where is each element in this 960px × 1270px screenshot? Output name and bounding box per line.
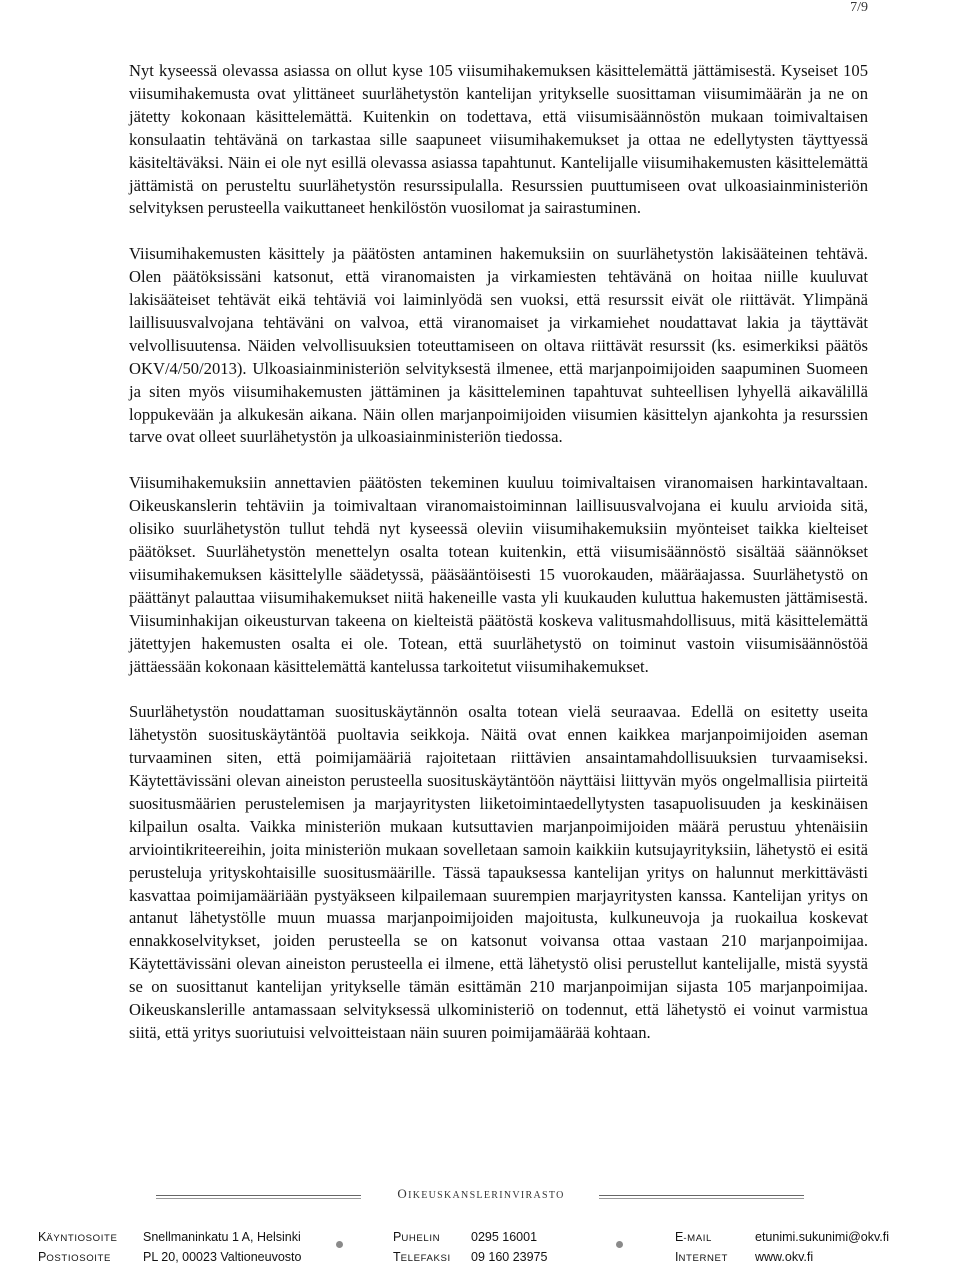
- footer-label: KÄYNTIOSOITE: [38, 1230, 118, 1244]
- footer-value: 09 160 23975: [471, 1250, 548, 1264]
- footer-value: PL 20, 00023 Valtioneuvosto: [143, 1250, 302, 1264]
- logo-text: OIKEUSKANSLERINVIRASTO: [397, 1186, 565, 1201]
- paragraph: Viisumihakemuksiin annettavien päätösten tekeminen kuuluu toimivaltaisen viranomaisen harkintavaltaan. Oikeuskanslerin tehtäviin ja toimivaltaan viranomaistoiminnan laillisuusvalvojana ei kuulu arvioida sitä, olisiko suurlähetystön tullut tehdä nyt kyseessä oleviin viisumihakemuksiin myönteiset taikka kielteiset päätökset. Suurlähetystön menettelyn osalta totean kuitenkin, että viisumisäännöstö sisältää säännökset viisumihakemuksen käsittelylle säädetyssä, pääsääntöisesti 15 vuorokauden, määräajassa. Suurlähetystö on päättänyt palauttaa viisumihakemukset niitä hakeneille vasta yli kuukauden kuluttua hakemusten jättämisestä. Viisuminhakijan oikeusturvan takeena on kielteistä päätöstä koskeva valitusmahdollisuus, mitä käsittelemättä jätettyjen hakemusten osalta ei ole. Totean, että suurlähetystö on toiminut vastoin viisumisäännöstöä jättäessään kokonaan käsittelemättä kantelussa tarkoitetut viisumihakemukset.: [129, 473, 868, 676]
- logo-rule-right: [599, 1195, 804, 1196]
- footer-row-visit: [38, 1230, 918, 1250]
- footer-value: 0295 16001: [471, 1230, 538, 1244]
- footer-label: POSTIOSOITE: [38, 1250, 111, 1264]
- footer-value: Snellmaninkatu 1 A, Helsinki: [143, 1230, 301, 1244]
- footer-label: TELEFAKSI: [393, 1250, 451, 1264]
- footer-label: E-MAIL: [675, 1230, 712, 1244]
- footer-contact-info: [38, 1230, 918, 1270]
- email-link[interactable]: etunimi.sukunimi@okv.fi: [755, 1230, 890, 1244]
- footer-label: INTERNET: [675, 1250, 728, 1264]
- paragraph: Suurlähetystön noudattaman suosituskäytännön osalta totean vielä seuraavaa. Edellä on esitetty useita lähetystön suosituskäytäntöä puoltavia seikkoja. Näitä ovat ennen kaikkea marjanpoimijoiden aseman turvaaminen siten, että poimijamääriä rajoitetaan riittävien ansaintamahdollisuuksien turvaamiseksi. Käytettävissäni olevan aineiston perusteella suosituskäytäntöön näyttäisi liittyvän myös ongelmallisia piirteitä suositusmäärien perustelemisen ja marjayritysten liiketoimintaedellytysten tasapuolisuuden ja keskinäisen kilpailun osalta. Vaikka ministeriön mukaan kutsuttavien marjanpoimijoiden määrä perustuu yhtenäisiin arviointikriteereihin, joita ministeriön mukaan sovelletaan samoin kaikkiin kutsujayrityksiin, lähetystö ei esitä perusteluja yrityskohtaisille suositusmäärille. Tässä tapauksessa kantelijan yritys on halunnut merkittävästi kasvattaa poimijamääriään pystyäkseen kilpailemaan suurempien marjayritysten kanssa. Kantelijan yritys on antanut lähetystölle muun muassa marjanpoimijoiden majoitusta, kulkuneuvoja ja ruokailua koskevat ennakkoselvitykset, joiden perusteella se on katsonut voivansa ottaa vastaan 210 marjanpoimijaa. Käytettävissäni olevan aineiston perusteella ei ilmene, että lähetystö olisi perustellut kantelijalle, mistä syystä se on suosittanut kantelijan yritykselle tämän esittämän 210 marjanpoimijan sijasta 105 marjanpoimijaa. Oikeuskanslerille antamassaan selvityksessä ulkoministeriö on todennut, että lähetystö ei voinut varmistua siitä, että yritys suoriutuisi velvoitteistaan näin suuren poimijamäärää kohtaan.: [129, 702, 868, 1043]
- footer-row-postal: [38, 1250, 918, 1270]
- page-number: 7/9: [850, 0, 868, 15]
- paragraph: Nyt kyseessä olevassa asiassa on ollut kyse 105 viisumihakemuksen käsittelemättä jättämisestä. Kyseiset 105 viisumihakemusta ovat ylittäneet suurlähetystön kantelijan yritykselle suosittaman viisumimäärän ja ne on jätetty kokonaan käsittelemättä. Kuitenkin on todettava, että viisumisäännöstön mukaan toimivaltaisen konsulaatin tehtävänä on tarkastaa sille saapuneet viisumihakemukset ja ottaa ne edellytysten täyttyessä käsiteltäväksi. Näin ei ole nyt esillä olevassa asiassa tapahtunut. Kantelijalle viisumihakemusten käsittelemättä jättämistä on perusteltu suurlähetystön resurssipulalla. Resurssien puuttumiseen ovat ulkoasiainministeriön selvityksen perusteella vaikuttaneet henkilöstön vuosilomat ja sairastuminen.: [129, 61, 868, 218]
- paragraph: Viisumihakemusten käsittely ja päätösten antaminen hakemuksiin on suurlähetystön lakisääteinen tehtävä. Olen päätöksissäni katsonut, että viranomaisten ja virkamiesten tehtävänä on hoitaa niille kuuluvat lakisääteiset tehtävät eikä tehtäviä voi laiminlyödä sen vuoksi, että resurssit eivät ole riittävät. Ylimpänä laillisuusvalvojana tehtäväni on valvoa, että viranomaiset ja virkamiehet noudattavat lakia ja täyttävät velvollisuutensa. Näiden velvollisuuksien toteuttamiseen on oltava riittävät resurssit (ks. esimerkiksi päätös OKV/4/50/2013). Ulkoasiainministeriön selvityksestä ilmenee, että marjanpoimijoiden saapuminen Suomeen ja siten myös viisumihakemusten jättäminen ja käsitteleminen tapahtuvat suhteellisen lyhyellä aikavälillä loppukevään ja alkukesän aikana. Näin ollen marjanpoimijoiden viisumien käsittelyn ajankohta ja resurssien tarve ovat olleet suurlähetystön ja ulkoasiainministeriön tiedossa.: [129, 244, 868, 447]
- document-body: [129, 60, 868, 1045]
- logo-rule-left: [156, 1195, 361, 1196]
- footer-label: PUHELIN: [393, 1230, 441, 1244]
- footer-logo: [0, 1186, 960, 1210]
- website-link[interactable]: www.okv.fi: [755, 1250, 814, 1264]
